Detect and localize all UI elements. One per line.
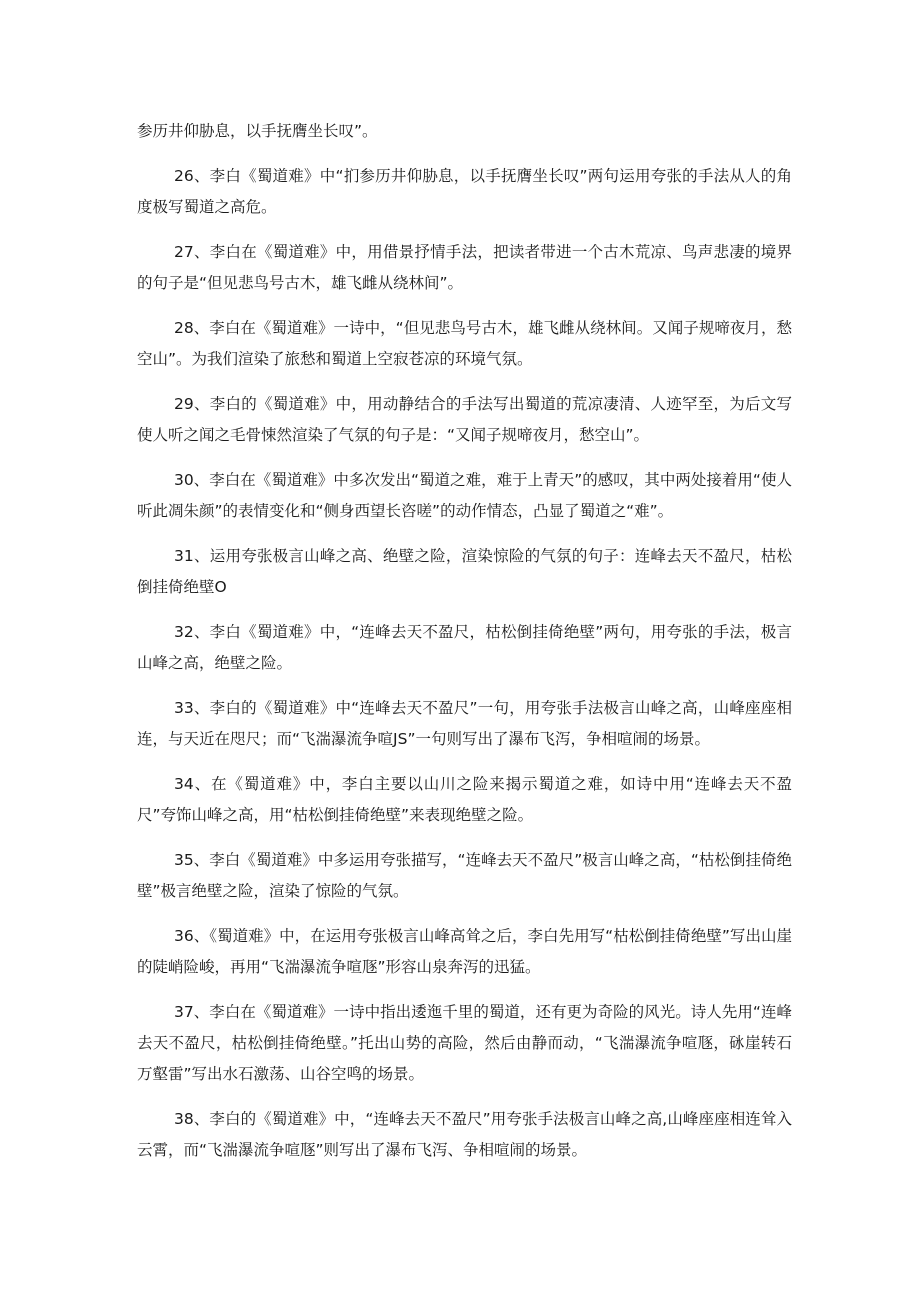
paragraph-28: 28、李白在《蜀道难》一诗中，“但见悲鸟号古木，雄飞雌从绕林间。又闻子规啼夜月，愁空山”。为我们渲染了旅愁和蜀道上空寂苍凉的环境气氛。 bbox=[137, 319, 792, 368]
paragraph-38: 38、李白的《蜀道难》中，“连峰去天不盈尺”用夸张手法极言山峰之高,山峰座座相连耸入云霄，而“飞湍瀑流争喧豗”则写出了瀑布飞泻、争相喧闹的场景。 bbox=[137, 1110, 792, 1159]
paragraph-35: 35、李白《蜀道难》中多运用夸张描写，“连峰去天不盈尺”极言山峰之高，“枯松倒挂倚绝壁”极言绝壁之险，渲染了惊险的气氛。 bbox=[137, 851, 792, 900]
paragraph-34: 34、在《蜀道难》中，李白主要以山川之险来揭示蜀道之难，如诗中用“连峰去天不盈尺”夸饰山峰之高，用“枯松倒挂倚绝壁”来表现绝壁之险。 bbox=[137, 775, 792, 824]
paragraph-33: 33、李白的《蜀道难》中“连峰去天不盈尺”一句，用夸张手法极言山峰之高，山峰座座相连，与天近在咫尺；而“飞湍瀑流争喧JS”一句则写出了瀑布飞泻，争相喧闹的场景。 bbox=[137, 699, 792, 748]
paragraph-31: 31、运用夸张极言山峰之高、绝壁之险，渲染惊险的气氛的句子：连峰去天不盈尺，枯松倒挂倚绝壁O bbox=[137, 547, 792, 596]
document-body bbox=[137, 116, 792, 1180]
paragraph-27: 27、李白在《蜀道难》中，用借景抒情手法，把读者带进一个古木荒凉、鸟声悲凄的境界的句子是“但见悲鸟号古木，雄飞雌从绕林间”。 bbox=[137, 243, 792, 292]
paragraph-29: 29、李白的《蜀道难》中，用动静结合的手法写出蜀道的荒凉凄清、人迹罕至，为后文写使人听之闻之毛骨悚然渲染了气氛的句子是：“又闻子规啼夜月，愁空山”。 bbox=[137, 395, 792, 444]
paragraph-25-continuation: 参历井仰胁息，以手抚膺坐长叹”。 bbox=[137, 122, 378, 140]
paragraph-36: 36、《蜀道难》中，在运用夸张极言山峰高耸之后，李白先用写“枯松倒挂倚绝壁”写出山崖的陡峭险峻，再用“飞湍瀑流争喧豗”形容山泉奔泻的迅猛。 bbox=[137, 927, 792, 976]
paragraph-37: 37、李白在《蜀道难》一诗中指出逶迤千里的蜀道，还有更为奇险的风光。诗人先用“连峰去天不盈尺，枯松倒挂倚绝壁。”托出山势的高险，然后由静而动，“飞湍瀑流争喧豗，砯崖转石万壑雷”写出水石激荡、山谷空鸣的场景。 bbox=[137, 1003, 792, 1083]
paragraph-26: 26、李白《蜀道难》中“扪参历井仰胁息，以手抚膺坐长叹”两句运用夸张的手法从人的角度极写蜀道之高危。 bbox=[137, 167, 792, 216]
paragraph-32: 32、李白《蜀道难》中，“连峰去天不盈尺，枯松倒挂倚绝壁”两句，用夸张的手法，极言山峰之高，绝壁之险。 bbox=[137, 623, 792, 672]
paragraph-30: 30、李白在《蜀道难》中多次发出“蜀道之难，难于上青天”的感叹，其中两处接着用“使人听此凋朱颜”的表情变化和“侧身西望长咨嗟”的动作情态，凸显了蜀道之“难”。 bbox=[137, 471, 792, 520]
